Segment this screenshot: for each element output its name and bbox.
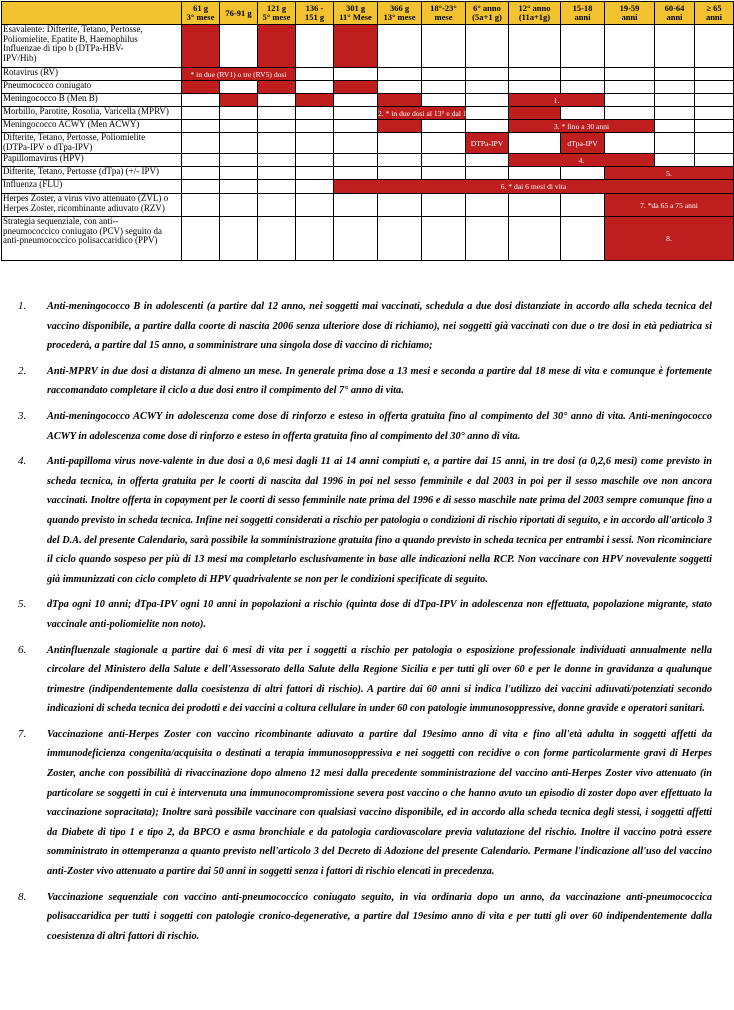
dose-cell: [334, 81, 378, 94]
age-header: 121 g 5° mese: [258, 2, 296, 25]
empty-cell: [182, 120, 220, 133]
empty-cell: [378, 167, 422, 180]
dose-cell: [258, 81, 296, 94]
empty-cell: [466, 217, 509, 261]
empty-cell: [561, 107, 605, 120]
vaccine-name: Meningococco ACWY (Men ACWY): [2, 120, 182, 133]
footnote-text: Vaccinazione anti-Herpes Zoster con vaccino ricombinante adiuvato a partire dal 19esimo anno di vita e fino all'età adulta in soggetti affetti da immunodeficienza congenita/acquisita o destinati a terapia immunosoppressiva e nei soggetti con recidive o con forme particolarmente gravi di Herpes Zoster, anche con possibilità di rivaccinazione dopo almeno 12 mesi dalla precedente somministrazione del vaccino anti-Herpes Zoster vivo attenuato (in particolare se soggetti in cui è intervenuta una immunocompromissione severa post vaccino o che hanno avuto un episodio di zoster dopo aver effettuato la vaccinazione sopracitata); Inoltre sarà possibile vaccinare con qualsiasi vaccino disponibile, ed in accordo alla scheda tecnica degli stessi, i soggetti affetti da Diabete di tipo 1 e tipo 2, da BPCO e asma bronchiale e da patologia cardiovascolare previa valutazione del rischio. Inoltre il vaccino potrà essere somministrato in ottemperanza a quanto previsto nell'articolo 3 del Decreto di Adozione del presente Calendario. Permane l'indicazione all'uso del vaccino anti-Zoster vivo attenuato a partire dai 50 anni in soggetti senza i fattori di rischio elencati in precedenza.: [47, 728, 712, 878]
empty-cell: [422, 81, 466, 94]
empty-cell: [605, 68, 655, 81]
empty-cell: [182, 167, 220, 180]
empty-cell: [466, 25, 509, 68]
empty-cell: [220, 25, 258, 68]
footnote-text: Anti-MPRV in due dosi a distanza di almeno un mese. In generale prima dose a 13 mesi e seconda a partire dal 18 mese di vita e comunque è fortemente raccomandato completare il ciclo a due dosi entro il compimento del 7° anno di vita.: [47, 365, 712, 397]
footnote-text: Anti-meningococco B in adolescenti (a partire dal 12 anno, nei soggetti mai vaccinati, schedula a due dosi distanziate in accordo alla scheda tecnica del vaccino disponibile, a partire dalla coorte di nascita 2006 senza ulteriore dose di richiamo), nei soggetti già vaccinati con due o tre dosi in età pediatrica si procederà, a partire dal 15 anno, a somministrare una singola dose di vaccino di richiamo;: [47, 301, 712, 352]
footnote-text: Antinfluenzale stagionale a partire dai 6 mesi di vita per i soggetti a rischio per patologia o esposizione professionale individuati annualmente nella circolare del Ministero della Salute e dell'Assessorato della Salute della Regione Sicilia e per tutti gli over 60 e per le donne in gravidanza a qualunque trimestre (indipendentemente dalla coesistenza di altri fattori di rischio). A partire dai 60 anni si indica l'utilizzo dei vaccini adiuvati/potenziati secondo indicazioni di scheda tecnica dei prodotti e dei vaccini a coltura cellulare in under 60 con patologie immunosoppressive, donne gravide e operatori sanitari.: [47, 644, 712, 715]
empty-cell: [509, 167, 561, 180]
vaccine-row: [2, 81, 734, 94]
age-header: 19-59 anni: [605, 2, 655, 25]
age-header: 366 g 13° mese: [378, 2, 422, 25]
footnote: [18, 362, 712, 401]
empty-cell: [655, 120, 695, 133]
dose-span-mprv: 2. * in due dosi al 13° e dal 18° mese: [378, 108, 491, 118]
empty-cell: [182, 133, 220, 154]
empty-cell: [378, 133, 422, 154]
empty-cell: [605, 133, 655, 154]
vaccination-schedule-table: [1, 1, 734, 261]
vaccine-row: [2, 68, 734, 81]
empty-cell: [334, 154, 378, 167]
dose-cell: [220, 94, 258, 107]
footnote-text: Anti-papilloma virus nove-valente in due dosi a 0,6 mesi dagli 11 ai 14 anni compiuti e, a partire dai 15 anni, in tre dosi (a 0,2,6 mesi) come previsto in scheda tecnica, in offerta gratuita per le coorti di nascita dal 1996 in poi nel sesso femminile e dal 2003 in poi per il sesso maschile ove non ancora vaccinati. Inoltre offerta in copayment per le coorti di sesso femminile nate prima del 1996 e di sesso maschile nate prima del 2003 sempre comunque fino a quando previsto in scheda tecnica. Infine nei soggetti considerati a rischio per patologia o condizioni di rischio riportati di seguito, e in accordo all'articolo 3 del D.A. del presente Calendario, sarà possibile la somministrazione gratuita fino a quando previsto in scheda tecnica per entrambi i sessi. Non ricominciare il ciclo quando sospeso per più di 13 mesi ma completarlo esclusivamente in base alle indicazioni nella RCP. Non vaccinare con HPV novevalente soggetti già immunizzati con ciclo completo di HPV quadrivalente se non per le condizioni specificate di seguito.: [47, 456, 712, 585]
empty-cell: [220, 107, 258, 120]
empty-cell: [378, 25, 422, 68]
empty-cell: [655, 154, 695, 167]
empty-cell: [378, 154, 422, 167]
empty-cell: [334, 194, 378, 217]
empty-cell: [182, 154, 220, 167]
age-header: 18°-23° mese: [422, 2, 466, 25]
footnote-number: 4.: [18, 455, 27, 468]
empty-cell: [655, 133, 695, 154]
age-header: 136 - 151 g: [296, 2, 334, 25]
empty-cell: [334, 94, 378, 107]
empty-cell: [655, 107, 695, 120]
empty-cell: [422, 120, 466, 133]
empty-cell: [605, 81, 655, 94]
empty-cell: [466, 154, 509, 167]
vaccine-name: Strategia sequenziale, con anti-- pneumococcico coniugato (PCV) seguito da anti-pneumococcico polisaccaridico (PPV): [2, 217, 182, 261]
footnote: [18, 641, 712, 719]
empty-cell: [605, 107, 655, 120]
empty-cell: [695, 154, 734, 167]
dose-span-menacwy: 3. * fino a 30 anni: [509, 120, 655, 133]
empty-cell: [422, 217, 466, 261]
empty-cell: [378, 217, 422, 261]
empty-cell: [220, 167, 258, 180]
empty-cell: [655, 81, 695, 94]
empty-cell: [296, 167, 334, 180]
dose-span-dtpa: 5.: [605, 167, 734, 180]
empty-cell: [296, 194, 334, 217]
dose-cell: [378, 120, 422, 133]
vaccine-row: [2, 94, 734, 107]
header-blank: [2, 2, 182, 25]
footnote-number: 8.: [18, 890, 27, 903]
empty-cell: [509, 68, 561, 81]
vaccine-row: [2, 194, 734, 217]
empty-cell: [378, 81, 422, 94]
vaccine-row: [2, 120, 734, 133]
empty-cell: [334, 167, 378, 180]
empty-cell: [220, 194, 258, 217]
dose-cell-dtpa-ipv: DTPa-IPV: [466, 133, 509, 154]
footnote-text: dTpa ogni 10 anni; dTpa-IPV ogni 10 anni in popolazioni a rischio (quinta dose di dTpa-IPV in adolescenza non effettuata, popolazione migrante, stato vaccinale anti-poliomielite non noto).: [47, 599, 712, 630]
footnote: [18, 297, 712, 356]
vaccine-name: Pneumococco coniugato: [2, 81, 182, 94]
footnote-number: 1.: [18, 300, 27, 312]
empty-cell: [466, 167, 509, 180]
vaccine-name: Meningococco B (Men B): [2, 94, 182, 107]
empty-cell: [258, 217, 296, 261]
footnote-number: 5.: [18, 598, 27, 611]
age-header: 61 g 3° mese: [182, 2, 220, 25]
empty-cell: [509, 25, 561, 68]
empty-cell: [695, 25, 734, 68]
footnote: [18, 595, 712, 634]
age-header: 301 g 11° Mese: [334, 2, 378, 25]
vaccine-name: Esavalente: Difterite, Tetano, Pertosse, Poliomielite, Epatite B, Haemophilus Influenzae di tipo b (DTPa-HBV- IPV/Hib): [2, 25, 182, 68]
empty-cell: [258, 133, 296, 154]
empty-cell: [509, 81, 561, 94]
empty-cell: [422, 154, 466, 167]
dose-span-menb: 1.: [509, 94, 605, 107]
empty-cell: [296, 68, 334, 81]
footnote-number: 7.: [18, 727, 27, 740]
empty-cell: [695, 81, 734, 94]
empty-cell: [220, 217, 258, 261]
empty-cell: [220, 120, 258, 133]
empty-cell: [182, 194, 220, 217]
dose-span-influenza: 6. * dai 6 mesi di vita: [334, 180, 734, 194]
age-header: ≥ 65 anni: [695, 2, 734, 25]
empty-cell: [422, 167, 466, 180]
empty-cell: [561, 217, 605, 261]
empty-cell: [258, 154, 296, 167]
footnote: [18, 888, 712, 947]
dose-cell: [182, 25, 220, 68]
empty-cell: [258, 107, 296, 120]
empty-cell: [182, 180, 220, 194]
empty-cell: [296, 133, 334, 154]
empty-cell: [296, 180, 334, 194]
vaccine-row: [2, 217, 734, 261]
empty-cell: [378, 68, 422, 81]
footnotes-list: [18, 297, 712, 952]
empty-cell: [509, 133, 561, 154]
dose-span-hpv: 4.: [509, 154, 655, 167]
empty-cell: [422, 94, 466, 107]
empty-cell: [182, 107, 220, 120]
empty-cell: [655, 25, 695, 68]
vaccine-name: Rotavirus (RV): [2, 68, 182, 81]
dose-cell: [258, 25, 296, 68]
dose-cell: [378, 94, 422, 107]
empty-cell: [695, 94, 734, 107]
empty-cell: [655, 68, 695, 81]
dose-cell: [182, 81, 220, 94]
vaccine-name: Papillomavirus (HPV): [2, 154, 182, 167]
footnote-text: Anti-meningococco ACWY in adolescenza come dose di rinforzo e esteso in offerta gratuita fino al compimento del 30° anno di vita. Anti-meningococco ACWY in adolescenza come dose di rinforzo e esteso in offerta gratuita fino al compimento del 30° anno di vita.: [47, 410, 712, 442]
empty-cell: [561, 194, 605, 217]
empty-cell: [378, 194, 422, 217]
age-header: 6° anno (5a+1 g): [466, 2, 509, 25]
empty-cell: [220, 133, 258, 154]
empty-cell: [422, 194, 466, 217]
vaccine-name: Difterite, Tetano, Pertosse, Poliomielite (DTPa-IPV o dTpa-IPV): [2, 133, 182, 154]
empty-cell: [220, 154, 258, 167]
empty-cell: [422, 25, 466, 68]
dose-span-herpes-zoster: 7. *da 65 a 75 anni: [605, 194, 734, 217]
empty-cell: [509, 217, 561, 261]
empty-cell: [466, 81, 509, 94]
age-header: 60-64 anni: [655, 2, 695, 25]
vaccine-name: Difterite, Tetano, Pertosse (dTpa) (+/- IPV): [2, 167, 182, 180]
empty-cell: [695, 68, 734, 81]
empty-cell: [655, 94, 695, 107]
vaccine-name: Herpes Zoster, a virus vivo attenuato (ZVL) o Herpes Zoster, ricombinante adiuvato (RZV): [2, 194, 182, 217]
empty-cell: [334, 120, 378, 133]
empty-cell: [466, 120, 509, 133]
footnote: [18, 407, 712, 446]
vaccine-name: Influenza (FLU): [2, 180, 182, 194]
dose-cell: [296, 94, 334, 107]
empty-cell: [258, 194, 296, 217]
empty-cell: [605, 94, 655, 107]
empty-cell: [334, 133, 378, 154]
empty-cell: [182, 94, 220, 107]
footnote-number: 2.: [18, 364, 27, 377]
dose-span-rotavirus: * in due (RV1) o tre (RV5) dosi: [182, 68, 296, 81]
empty-cell: [509, 194, 561, 217]
empty-cell: [561, 68, 605, 81]
empty-cell: [182, 217, 220, 261]
dose-cell: [509, 107, 561, 120]
empty-cell: [334, 107, 378, 120]
empty-cell: [220, 81, 258, 94]
empty-cell: [695, 133, 734, 154]
footnote-number: 6.: [18, 643, 27, 656]
empty-cell: [296, 107, 334, 120]
vaccine-row: [2, 167, 734, 180]
empty-cell: [296, 154, 334, 167]
empty-cell: [296, 217, 334, 261]
vaccine-row: [2, 25, 734, 68]
empty-cell: [258, 180, 296, 194]
footnote: [18, 725, 712, 882]
vaccine-row: [2, 133, 734, 154]
empty-cell: [466, 68, 509, 81]
empty-cell: [296, 81, 334, 94]
dose-cell-dtpa-ipv-adolescent: dTpa-IPV: [561, 133, 605, 154]
empty-cell: [605, 25, 655, 68]
empty-cell: [258, 120, 296, 133]
empty-cell: [695, 107, 734, 120]
empty-cell: [422, 133, 466, 154]
empty-cell: [422, 68, 466, 81]
footnote-number: 3.: [18, 409, 27, 422]
age-header: 15-18 anni: [561, 2, 605, 25]
empty-cell: [466, 94, 509, 107]
empty-cell: [334, 68, 378, 81]
vaccine-row: [2, 107, 734, 120]
empty-cell: [561, 25, 605, 68]
empty-cell: [561, 81, 605, 94]
empty-cell: [695, 120, 734, 133]
vaccine-name: Morbillo, Parotite, Rosolia, Varicella (MPRV): [2, 107, 182, 120]
empty-cell: [258, 94, 296, 107]
age-header: 12° anno (11a+1g): [509, 2, 561, 25]
empty-cell: [334, 217, 378, 261]
age-header-row: [2, 2, 734, 25]
empty-cell: [466, 194, 509, 217]
empty-cell: [296, 25, 334, 68]
empty-cell: [258, 167, 296, 180]
vaccine-row: [2, 154, 734, 167]
age-header: 76-91 g: [220, 2, 258, 25]
empty-cell: [561, 167, 605, 180]
vaccine-row: [2, 180, 734, 194]
footnote-text: Vaccinazione sequenziale con vaccino anti-pneumococcico coniugato seguito, in via ordinaria dopo un anno, da vaccinazione anti-pneumococcica polisaccaridica per tutti i soggetti con patologie cronico-degenerative, a partire dal 19esimo anno di vita e per tutti gli over 60 indipendentemente dalla coesistenza di altri fattori di rischio.: [47, 891, 712, 942]
footnote: [18, 452, 712, 589]
empty-cell: [220, 180, 258, 194]
dose-cell: [334, 25, 378, 68]
dose-span-pneumococcal-sequential: 8.: [605, 217, 734, 261]
empty-cell: [296, 120, 334, 133]
